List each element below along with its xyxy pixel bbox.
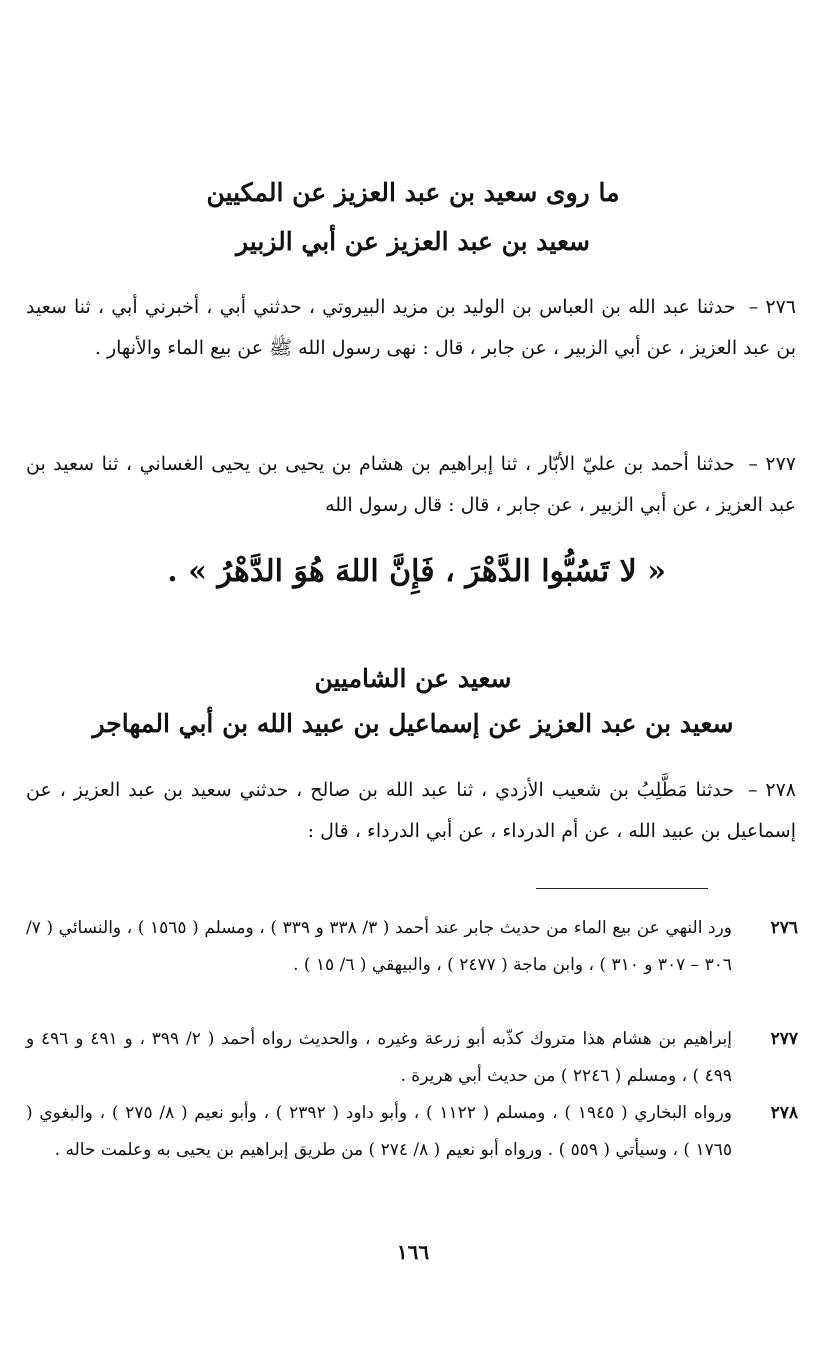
footnote-number: ٢٧٧: [770, 1029, 798, 1049]
footnote-278: [26, 1095, 798, 1169]
footnote-text: ورواه البخاري ( ١٩٤٥ ) ، ومسلم ( ١١٢٢ ) ، وأبو داود ( ٢٣٩٢ ) ، وأبو نعيم ( ٨/ ٢٧٥ ) ، والبغوي ( ١٧٦٥ ) ، وسيأتي ( ٥٥٩ ) . ورواه أبو نعيم ( ٨/ ٢٧٤ ) من طريق إبراهيم بن يحيى به وعلمت حاله .: [26, 1103, 732, 1160]
footnote-277: [26, 1021, 798, 1095]
hadith-number: ٢٧٨ –: [747, 779, 797, 801]
footnote-divider: [536, 888, 708, 889]
section2-title-line1: سعيد عن الشاميين: [314, 664, 512, 693]
hadith-number: ٢٧٧ –: [748, 453, 796, 475]
section-title-line2: سعيد بن عبد العزيز عن أبي الزبير: [236, 227, 590, 256]
section2-title-line2: سعيد بن عبد العزيز عن إسماعيل بن عبيد الله بن أبي المهاجر: [92, 709, 734, 738]
hadith-277-quote: « لا تَسُبُّوا الدَّهْرَ ، فَإِنَّ اللهَ هُوَ الدَّهْرُ » .: [167, 554, 666, 589]
hadith-text: حدثنا عبد الله بن العباس بن الوليد بن مزيد البيروتي ، حدثني أبي ، أخبرني أبي ، ثنا سعيد بن عبد العزيز ، عن أبي الزبير ، عن جابر ، قال : نهى رسول الله ﷺ عن بيع الماء والأنهار .: [26, 296, 796, 359]
hadith-text: حدثنا مَطَّلِبُ بن شعيب الأزدي ، ثنا عبد الله بن صالح ، حدثني سعيد بن عبد العزيز ، عن إسماعيل بن عبيد الله ، عن أم الدرداء ، عن أبي الدرداء ، قال :: [26, 779, 796, 842]
hadith-277: [26, 444, 796, 526]
footnote-text: ورد النهي عن بيع الماء من حديث جابر عند أحمد ( ٣/ ٣٣٨ و ٣٣٩ ) ، ومسلم ( ١٥٦٥ ) ، والنسائي ( ٧/ ٣٠٦ – ٣٠٧ و ٣١٠ ) ، وابن ماجة ( ٢٤٧٧ ) ، والبيهقي ( ٦/ ١٥ ) .: [26, 918, 733, 975]
hadith-278: [26, 770, 796, 852]
footnote-number: ٢٧٨: [770, 1103, 798, 1123]
hadith-number: ٢٧٦ –: [748, 296, 797, 318]
footnote-text: إبراهيم بن هشام هذا متروك كذّبه أبو زرعة وغيره ، والحديث رواه أحمد ( ٢/ ٣٩٩ ، و ٤٩١ و ٤٩٦ و ٤٩٩ ) ، ومسلم ( ٢٢٤٦ ) من حديث أبي هريرة .: [26, 1029, 732, 1086]
hadith-text: حدثنا أحمد بن عليّ الأبّار ، ثنا إبراهيم بن هشام بن يحيى بن يحيى الغساني ، ثنا سعيد بن عبد العزيز ، عن أبي الزبير ، عن جابر ، قال : قال رسول الله: [26, 453, 796, 516]
hadith-276: [26, 287, 796, 369]
page-number: ١٦٦: [396, 1240, 430, 1264]
section-title-line1: ما روى سعيد بن عبد العزيز عن المكيين: [206, 178, 620, 207]
footnote-number: ٢٧٦: [770, 918, 798, 938]
footnote-276: [26, 910, 798, 984]
